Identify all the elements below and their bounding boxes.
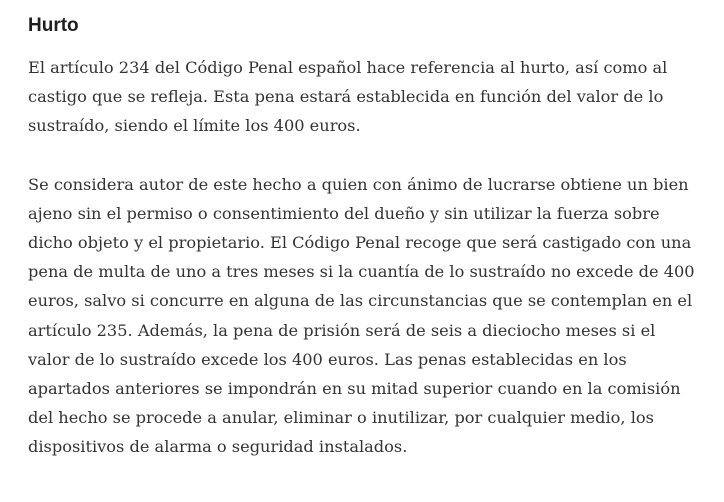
- section-heading: Hurto: [28, 15, 79, 36]
- paragraph-intro: El artículo 234 del Código Penal español hace referencia al hurto, así como al castigo que se refleja. Esta pena estará establecida en función del valor de lo sustraído, siendo el límite los 400 euros.: [28, 58, 668, 136]
- article-section: [28, 0, 700, 462]
- paragraph-details: Se considera autor de este hecho a quien con ánimo de lucrarse obtiene un bien ajeno sin el permiso o consentimiento del dueño y sin utilizar la fuerza sobre dicho objeto y el propietario. El Código Penal recoge que será castigado con una pena de multa de uno a tres meses si la cuantía de lo sustraído no excede de 400 euros, salvo si concurre en alguna de las circunstancias que se contemplan en el artículo 235. Además, la pena de prisión será de seis a dieciocho meses si el valor de lo sustraído excede los 400 euros. Las penas establecidas en los apartados anteriores se impondrán en su mitad superior cuando en la comisión del hecho se procede a anular, eliminar o inutilizar, por cualquier medio, los dispositivos de alarma o seguridad instalados.: [28, 174, 695, 457]
